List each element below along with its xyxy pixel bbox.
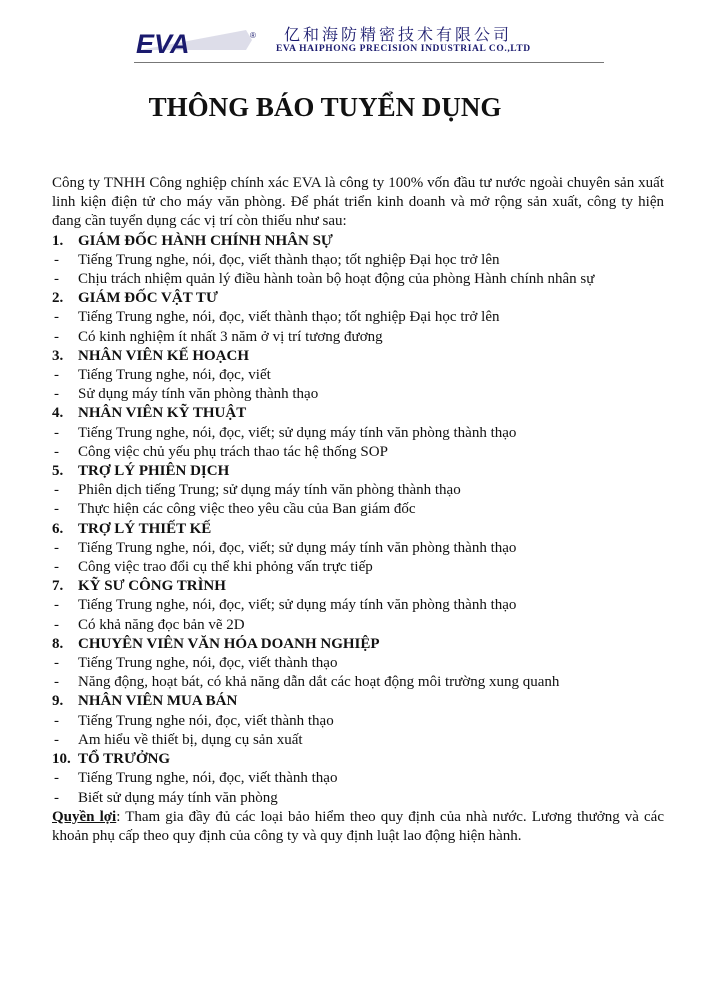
requirement-text: Tiếng Trung nghe, nói, đọc, viết thành thạo; tốt nghiệp Đại học trở lên [78, 251, 500, 268]
job-title-text: GIÁM ĐỐC VẬT TƯ [78, 290, 218, 307]
job-title [52, 520, 664, 539]
dash-bullet-icon: - [54, 539, 59, 556]
job-section [52, 520, 664, 578]
job-title-text: NHÂN VIÊN KẾ HOẠCH [78, 347, 249, 364]
benefits-paragraph [52, 808, 664, 846]
dash-bullet-icon: - [54, 271, 59, 288]
job-number: 10. [52, 751, 71, 768]
dash-bullet-icon: - [54, 597, 59, 614]
job-number: 8. [52, 635, 64, 652]
requirement-text: Tiếng Trung nghe nói, đọc, viết thành thạo [78, 712, 334, 729]
requirement-item [52, 481, 664, 500]
requirement-text: Tiếng Trung nghe, nói, đọc, viết; sử dụng máy tính văn phòng thành thạo [78, 424, 517, 441]
requirement-text: Tiếng Trung nghe, nói, đọc, viết thành thạo [78, 655, 338, 672]
requirement-text: Tiếng Trung nghe, nói, đọc, viết thành thạo; tốt nghiệp Đại học trở lên [78, 309, 500, 326]
dash-bullet-icon: - [54, 386, 59, 403]
requirement-text: Sử dụng máy tính văn phòng thành thạo [78, 386, 319, 403]
requirement-text: Tiếng Trung nghe, nói, đọc, viết; sử dụng máy tính văn phòng thành thạo [78, 539, 517, 556]
dash-bullet-icon: - [54, 731, 59, 748]
requirement-item [52, 769, 664, 788]
job-number: 6. [52, 520, 64, 537]
job-section [52, 577, 664, 635]
job-title [52, 692, 664, 711]
dash-bullet-icon: - [54, 251, 59, 268]
job-section [52, 347, 664, 405]
requirement-text: Thực hiện các công việc theo yêu cầu của Ban giám đốc [78, 501, 416, 518]
job-section [52, 462, 664, 520]
requirement-text: Tiếng Trung nghe, nói, đọc, viết [78, 367, 271, 384]
requirement-text: Có kinh nghiệm ít nhất 3 năm ở vị trí tương đương [78, 328, 383, 345]
requirement-item [52, 500, 664, 519]
dash-bullet-icon: - [54, 559, 59, 576]
job-title-text: TRỢ LÝ PHIÊN DỊCH [78, 463, 230, 480]
job-number: 2. [52, 290, 64, 307]
dash-bullet-icon: - [54, 501, 59, 518]
job-section [52, 635, 664, 693]
dash-bullet-icon: - [54, 616, 59, 633]
dash-bullet-icon: - [54, 424, 59, 441]
requirement-item [52, 654, 664, 673]
dash-bullet-icon: - [54, 655, 59, 672]
requirement-item [52, 789, 664, 808]
requirement-item [52, 424, 664, 443]
job-title [52, 577, 664, 596]
job-title [52, 462, 664, 481]
requirement-text: Am hiểu về thiết bị, dụng cụ sản xuất [78, 731, 303, 748]
requirement-text: Công việc trao đổi cụ thể khi phỏng vấn trực tiếp [78, 559, 373, 576]
eva-logo [134, 28, 264, 58]
dash-bullet-icon: - [54, 789, 59, 806]
page-title: THÔNG BÁO TUYỂN DỤNG [148, 92, 502, 122]
requirement-item [52, 596, 664, 615]
requirement-item [52, 328, 664, 347]
job-title-text: GIÁM ĐỐC HÀNH CHÍNH NHÂN SỰ [78, 232, 333, 249]
requirement-item [52, 308, 664, 327]
document-body [52, 174, 664, 846]
job-section [52, 692, 664, 750]
requirement-item [52, 366, 664, 385]
job-title-text: TỔ TRƯỞNG [78, 751, 171, 768]
job-title [52, 232, 664, 251]
requirement-item [52, 616, 664, 635]
dash-bullet-icon: - [54, 443, 59, 460]
requirement-item [52, 731, 664, 750]
requirement-item [52, 712, 664, 731]
requirement-text: Công việc chủ yếu phụ trách thao tác hệ thống SOP [78, 443, 388, 460]
requirement-text: Tiếng Trung nghe, nói, đọc, viết; sử dụng máy tính văn phòng thành thạo [78, 597, 517, 614]
job-list [52, 232, 664, 808]
letterhead [134, 22, 604, 62]
dash-bullet-icon: - [54, 770, 59, 787]
benefits-text: : Tham gia đầy đủ các loại bảo hiểm theo quy định của nhà nước. Lương thưởng và các khoản phụ cấp theo quy định của công ty và quy định luật lao động hiện hành. [52, 808, 664, 844]
dash-bullet-icon: - [54, 309, 59, 326]
requirement-text: Chịu trách nhiệm quản lý điều hành toàn bộ hoạt động của phòng Hành chính nhân sự [78, 271, 595, 288]
job-number: 1. [52, 232, 64, 249]
job-title [52, 289, 664, 308]
dash-bullet-icon: - [54, 328, 59, 345]
requirement-item [52, 385, 664, 404]
company-name-chinese: 亿和海防精密技术有限公司 [284, 27, 513, 44]
job-title-text: CHUYÊN VIÊN VĂN HÓA DOANH NGHIỆP [78, 635, 380, 652]
requirement-text: Năng động, hoạt bát, có khả năng dẫn dắt các hoạt động môi trường xung quanh [78, 674, 560, 691]
job-section [52, 404, 664, 462]
requirement-text: Có khả năng đọc bản vẽ 2D [78, 616, 245, 633]
benefits-label: Quyền lợi [52, 808, 117, 825]
requirement-item [52, 558, 664, 577]
logo-text: EVA [136, 29, 190, 58]
job-number: 9. [52, 693, 64, 710]
requirement-item [52, 443, 664, 462]
dash-bullet-icon: - [54, 482, 59, 499]
requirement-text: Tiếng Trung nghe, nói, đọc, viết thành thạo [78, 770, 338, 787]
job-title-text: NHÂN VIÊN MUA BÁN [78, 693, 238, 710]
requirement-item [52, 270, 664, 289]
job-section [52, 232, 664, 290]
requirement-item [52, 251, 664, 270]
dash-bullet-icon: - [54, 367, 59, 384]
job-title [52, 750, 664, 769]
dash-bullet-icon: - [54, 712, 59, 729]
job-section [52, 750, 664, 808]
intro-paragraph: Công ty TNHH Công nghiệp chính xác EVA là công ty 100% vốn đầu tư nước ngoài chuyên sản xuất linh kiện điện tử cho máy văn phòng. Để phát triển kinh doanh và mở rộng sản xuất, công ty hiện đang cần tuyển dụng các vị trí còn thiếu như sau: [52, 175, 664, 230]
job-title-text: NHÂN VIÊN KỸ THUẬT [78, 405, 247, 422]
requirement-text: Biết sử dụng máy tính văn phòng [78, 789, 278, 806]
job-number: 5. [52, 463, 64, 480]
job-title [52, 404, 664, 423]
registered-mark: ® [250, 31, 256, 40]
header-divider [134, 62, 604, 63]
job-title-text: TRỢ LÝ THIẾT KẾ [78, 520, 212, 537]
job-title-text: KỸ SƯ CÔNG TRÌNH [78, 578, 226, 595]
job-section [52, 289, 664, 347]
job-number: 7. [52, 578, 64, 595]
job-title [52, 347, 664, 366]
job-number: 3. [52, 347, 64, 364]
requirement-item [52, 539, 664, 558]
dash-bullet-icon: - [54, 674, 59, 691]
requirement-item [52, 673, 664, 692]
job-title [52, 635, 664, 654]
job-number: 4. [52, 405, 64, 422]
requirement-text: Phiên dịch tiếng Trung; sử dụng máy tính văn phòng thành thạo [78, 482, 461, 499]
company-name-english: EVA HAIPHONG PRECISION INDUSTRIAL CO.,LTD [276, 44, 531, 54]
